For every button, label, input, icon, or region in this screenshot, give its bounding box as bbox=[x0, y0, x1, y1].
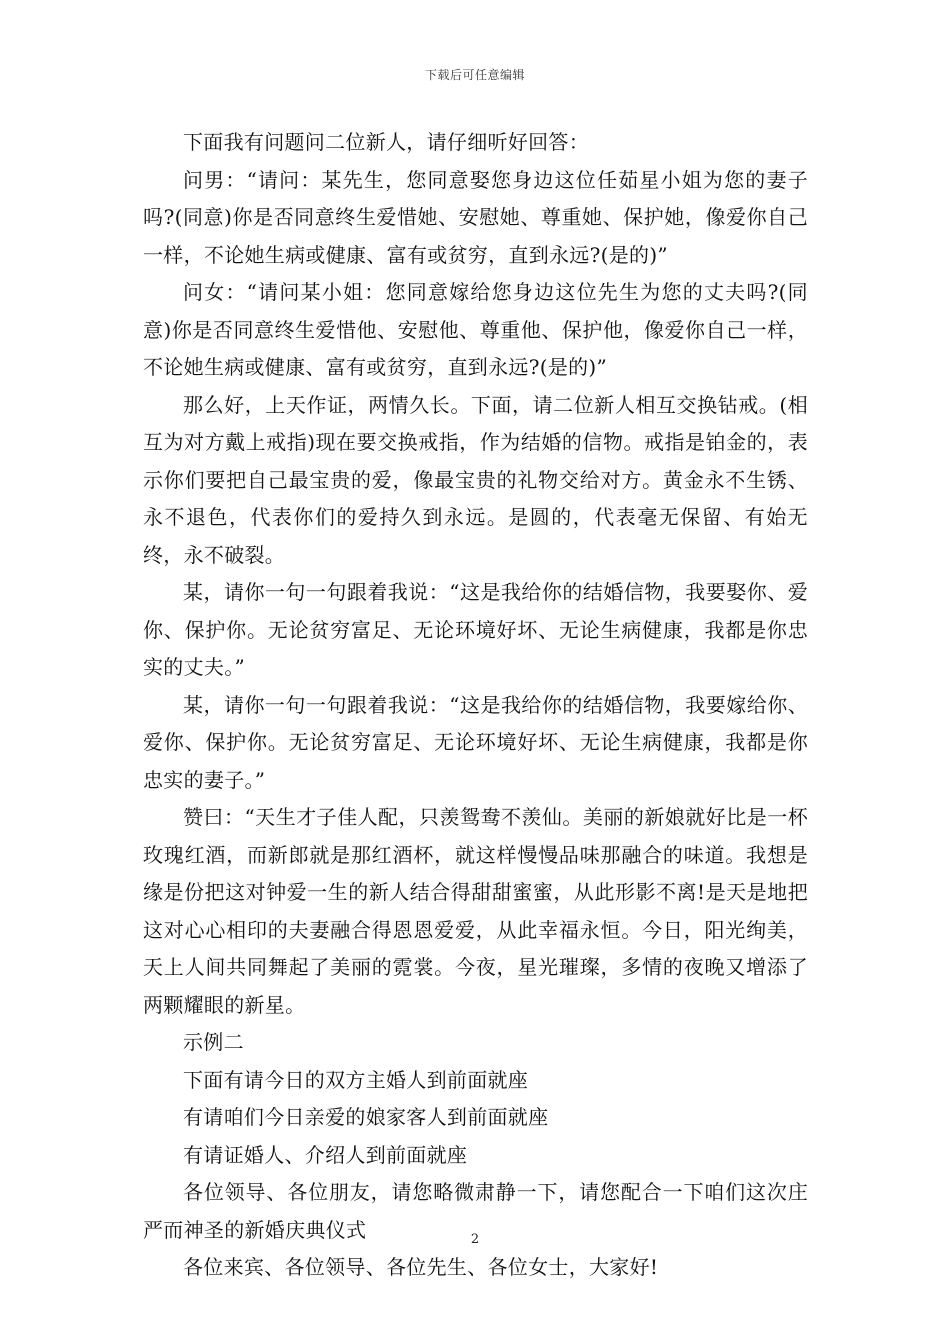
page-number: 2 bbox=[470, 1232, 480, 1247]
paragraph-invite-hosts: 下面有请今日的双方主婚人到前面就座 bbox=[183, 1067, 529, 1092]
paragraph-invite-bride-family: 有请咱们今日亲爱的娘家客人到前面就座 bbox=[183, 1105, 549, 1129]
section-heading-example-two: 示例二 bbox=[183, 1030, 244, 1054]
paragraph-praise: 赞曰：“天生才子佳人配，只羡鸳鸯不羡仙。美丽的新娘就好比是一杯玫瑰红酒，而新郎就是那红酒杯，就这样慢慢品味那融合的味道。我想是缘是份把这对钟爱一生的新人结合得甜甜蜜蜜，从此形影不离!是天是地把这对心心相印的夫妻融合得恩恩爱爱，从此幸福永恒。今日，阳光绚美，天上人间共同舞起了美丽的霓裳。今夜，星光璀璨，多情的夜晚又增添了两颗耀眼的新星。 bbox=[143, 805, 808, 1017]
paragraph-ask-bride: 问女：“请问某小姐：您同意嫁给您身边这位先生为您的丈夫吗?(同意)你是否同意终生爱惜他、安慰他、尊重他、保护他，像爱你自己一样，不论她生病或健康、富有或贫穷，直到永远?(是的)” bbox=[143, 280, 808, 379]
paragraph-ring-exchange: 那么好，上天作证，两情久长。下面，请二位新人相互交换钻戒。(相互为对方戴上戒指)现在要交换戒指，作为结婚的信物。戒指是铂金的，表示你们要把自己最宝贵的爱，像最宝贵的礼物交给对方。黄金永不生锈、永不退色，代表你们的爱持久到永远。是圆的，代表毫无保留、有始无终，永不破裂。 bbox=[143, 392, 808, 567]
paragraph-ask-groom: 问男：“请问：某先生，您同意娶您身边这位任茹星小姐为您的妻子吗?(同意)你是否同意终生爱惜她、安慰她、尊重她、保护她，像爱你自己一样，不论她生病或健康、富有或贫穷，直到永远?(是的)” bbox=[143, 167, 808, 267]
paragraph-intro-question: 下面我有问题问二位新人，请仔细听好回答： bbox=[183, 130, 589, 154]
paragraph-greeting: 各位来宾、各位领导、各位先生、各位女士，大家好! bbox=[183, 1255, 659, 1279]
page-header: 下载后可任意编辑 bbox=[424, 68, 525, 82]
paragraph-bride-vow: 某，请你一句一句跟着我说：“这是我给你的结婚信物，我要嫁给你、爱你、保护你。无论贫穷富足、无论环境好坏、无论生病健康，我都是你忠实的妻子。” bbox=[143, 692, 808, 792]
document-body bbox=[143, 124, 808, 1287]
paragraph-invite-witness: 有请证婚人、介绍人到前面就座 bbox=[183, 1142, 468, 1167]
paragraph-request-silence: 各位领导、各位朋友，请您略微肃静一下，请您配合一下咱们这次庄严而神圣的新婚庆典仪式 bbox=[143, 1180, 808, 1242]
paragraph-groom-vow: 某，请你一句一句跟着我说：“这是我给你的结婚信物，我要娶你、爱你、保护你。无论贫穷富足、无论环境好坏、无论生病健康，我都是你忠实的丈夫。” bbox=[143, 580, 808, 679]
